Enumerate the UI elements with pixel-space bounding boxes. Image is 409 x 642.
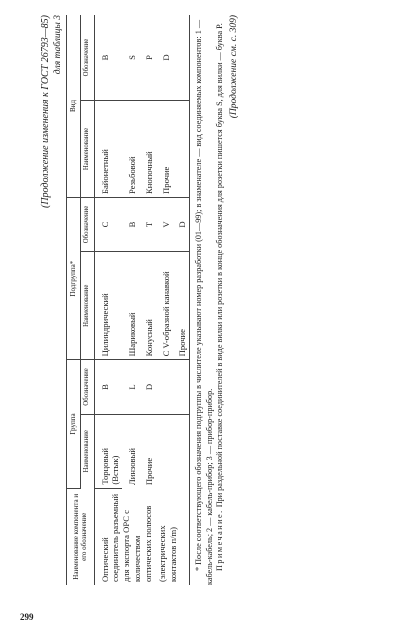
note-label: Примечание. [215,509,225,571]
subgroup-name: Прочие [172,252,189,360]
kind-code: B [94,15,122,101]
footnote: * После соответствующего обозначения подгруппы в числителе указывают номер разработки (01—99); в знаменателе — вид соединяемых компонентов: 1 — кабель-кабель; 2 — кабель-прибор; 3 — прибор-прибор. [194,19,214,585]
kind-code: P [139,15,156,101]
kind-name: Кнопочный [139,101,156,198]
component-name: Оптический соединитель разъемный для экспорта ОРС с количеством оптических полюсов [99,493,153,582]
subgroup-name: С V-образной канавкой [156,252,173,360]
group-code: B [94,360,122,414]
kind-code: S [122,15,139,101]
group-header: Группа [67,360,81,488]
component-note: (электрических контактов п/m) [157,525,179,582]
group-name: Линзовый [127,448,138,486]
page-number: 299 [20,612,34,622]
subgroup-code: D [172,197,189,251]
subgroup-name: Конусный [139,252,156,360]
subgroup-code: V [156,197,173,251]
sub-header-code: Обозначение [81,15,94,101]
subgroup-code: C [94,197,122,251]
kind-name: Резьбовой [122,101,139,198]
rotated-page-content [40,15,370,585]
sub-header-name: Наименование [81,101,94,198]
subgroup-name: Шариковый [122,252,139,360]
subgroup-name: Цилиндрический [94,252,122,360]
continued-note: (Продолжение см. с. 309) [228,15,239,119]
page-header [40,15,64,585]
kind-code: D [156,15,173,101]
group-name: Торцовый (Встык) [94,414,122,488]
note [215,15,226,585]
footnotes [194,15,226,585]
group-code: D [139,360,156,414]
subgroup-code: T [139,197,156,251]
subgroup-code: B [122,197,139,251]
table-row [94,15,122,585]
designation-table [66,15,190,585]
group-name: Прочие [143,457,154,486]
note-text: При раздельной поставке соединителей в виде вилки или розетки в конце обозначения для розетки пишется буква S, для вилки — буква P. [215,23,225,508]
header-line1: (Продолжение изменения к ГОСТ 26793—85) [40,15,51,208]
kind-header: Вид [67,15,81,197]
sub-header-code: Обозначение [81,360,94,414]
column-header-component: Наименование компонента и его обозначение [67,488,94,585]
header-line2: для таблицы 3 [52,15,63,75]
sub-header-code: Обозначение [81,197,94,251]
subgroup-header: Подгруппа* [67,197,81,359]
component-cell [94,488,189,585]
kind-name: Байонетный [94,101,122,198]
sub-header-name: Наименование [81,252,94,360]
kind-name: Прочие [156,101,173,198]
group-code: L [122,360,139,414]
sub-header-name: Наименование [81,414,94,488]
